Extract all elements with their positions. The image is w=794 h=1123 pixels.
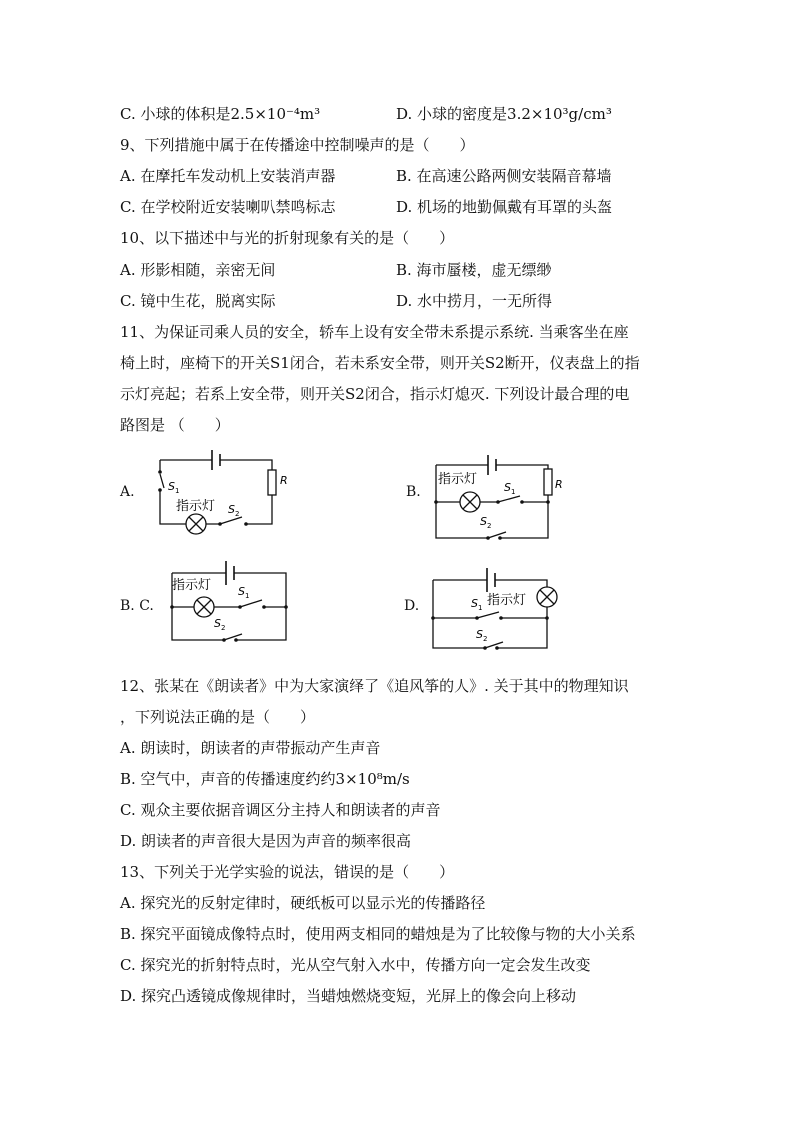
q11-stem-line2: 椅上时，座椅下的开关S1闭合，若未系安全带，则开关S2断开，仪表盘上的指 [120,354,640,372]
circuit-c-s1-sub: 1 [245,592,250,600]
circuit-c-diagram [164,555,294,650]
q10-option-b: B. 海市蜃楼，虚无缥缈 [396,261,552,279]
circuit-c-label: B. C. [120,598,154,614]
circuit-d-s1-sub: 1 [478,604,483,612]
q10-option-a: A. 形影相随，亲密无间 [120,261,276,279]
q13-stem: 13、下列关于光学实验的说法，错误的是（ ） [120,863,455,881]
circuit-c-s2-sub: 2 [221,624,226,632]
circuit-d-label: D. [404,598,420,614]
circuit-d-diagram [425,562,565,657]
circuit-a-s1-label: S [168,480,175,493]
q9-option-b: B. 在高速公路两侧安装隔音幕墙 [396,167,612,185]
circuit-d-s2-label: S [476,628,483,641]
circuit-c-lamp-label: 指示灯 [172,578,212,593]
circuit-b-s2-sub: 2 [487,522,492,530]
q9-option-c: C. 在学校附近安装喇叭禁鸣标志 [120,198,336,216]
q8-option-c: C. 小球的体积是2.5×10⁻⁴m³ [120,105,321,123]
q9-option-a: A. 在摩托车发动机上安装消声器 [120,167,336,185]
q13-option-b: B. 探究平面镜成像特点时，使用两支相同的蜡烛是为了比较像与物的大小关系 [120,925,636,943]
circuit-b-s1-sub: 1 [511,488,516,496]
q12-stem-line1: 12、张某在《朗读者》中为大家演绎了《追风筝的人》. 关于其中的物理知识 [120,677,629,695]
circuit-b-lamp-label: 指示灯 [438,472,478,487]
q13-option-d: D. 探究凸透镜成像规律时，当蜡烛燃烧变短，光屏上的像会向上移动 [120,987,577,1005]
q12-option-c: C. 观众主要依据音调区分主持人和朗读者的声音 [120,801,441,819]
q12-stem-line2: ，下列说法正确的是（ ） [120,708,316,726]
q13-option-a: A. 探究光的反射定律时，硬纸板可以显示光的传播路径 [120,894,486,912]
circuit-b-label: B. [406,484,421,500]
q8-option-d: D. 小球的密度是3.2×10³g/cm³ [396,105,612,123]
q10-option-c: C. 镜中生花，脱离实际 [120,292,276,310]
circuit-d-s1-label: S [471,597,478,610]
circuit-b-r-label: R [555,478,563,491]
circuit-b-s2-label: S [480,515,487,528]
circuit-d-lamp-label: 指示灯 [487,593,527,608]
circuit-d-s2-sub: 2 [483,635,488,643]
q11-stem-line3: 示灯亮起；若系上安全带，则开关S2闭合，指示灯熄灭. 下列设计最合理的电 [120,385,630,403]
q10-option-d: D. 水中捞月，一无所得 [396,292,553,310]
circuit-a-r-label: R [280,474,288,487]
circuit-a-s2-label: S [228,503,235,516]
q12-option-a: A. 朗读时，朗读者的声带振动产生声音 [120,739,381,757]
q12-option-b: B. 空气中，声音的传播速度约约3×10⁸m/s [120,770,410,788]
q9-stem: 9、下列措施中属于在传播途中控制噪声的是（ ） [120,136,475,154]
circuit-a-label: A. [120,484,135,500]
circuit-c-s2-label: S [214,617,221,630]
circuit-b-s1-label: S [504,481,511,494]
circuit-a-lamp-label: 指示灯 [176,499,216,514]
q10-stem: 10、以下描述中与光的折射现象有关的是（ ） [120,229,455,247]
q11-stem-line4: 路图是 （ ） [120,416,230,434]
q12-option-d: D. 朗读者的声音很大是因为声音的频率很高 [120,832,412,850]
q13-option-c: C. 探究光的折射特点时，光从空气射入水中，传播方向一定会发生改变 [120,956,591,974]
circuit-b-diagram [428,445,568,545]
circuit-a-diagram [150,440,290,545]
q11-stem-line1: 11、为保证司乘人员的安全，轿车上设有安全带未系提示系统. 当乘客坐在座 [120,323,629,341]
circuit-a-s1-sub: 1 [175,487,180,495]
q9-option-d: D. 机场的地勤佩戴有耳罩的头盔 [396,198,613,216]
circuit-c-s1-label: S [238,585,245,598]
circuit-a-s2-sub: 2 [235,510,240,518]
